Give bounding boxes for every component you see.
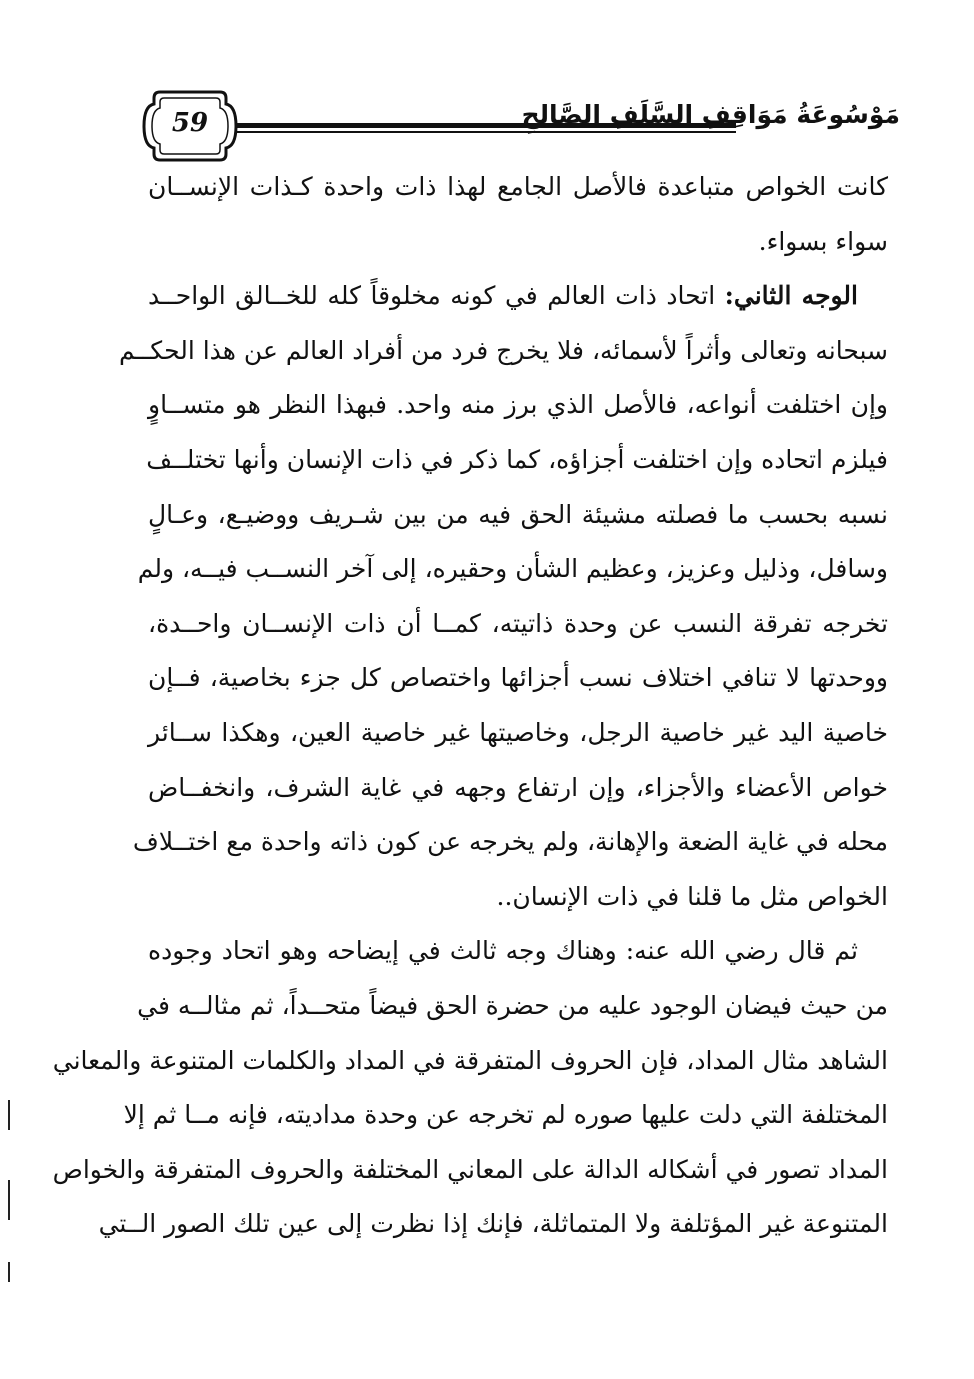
text-line: كانت الخواص متباعدة فالأصل الجامع لهذا ذات واحدة كـذات الإنســان — [148, 172, 888, 201]
page-number-badge — [140, 86, 240, 166]
text-line: فيلزم اتحاده وإن اختلفت أجزاؤه، كما ذكر في ذات الإنسان وأنها تختلــف — [146, 444, 888, 474]
body-text — [52, 160, 888, 1252]
section-heading: الوجه الثاني: — [724, 281, 858, 311]
page-header — [140, 86, 900, 166]
header-rule-thin — [236, 131, 736, 133]
text-line: الشاهد مثال المداد، فإن الحروف المتفرقة في المداد والكلمات المتنوعة والمعاني — [52, 1045, 888, 1075]
text-line: وسافل، وذليل وعزيز، وعظيم الشأن وحقيره، إلى آخر النســب فيــه، ولم — [137, 554, 888, 584]
scan-margin-mark — [8, 1180, 10, 1220]
text-line: تخرجه تفرقة النسب عن وحدة ذاتيته، كمــا أن ذات الإنســان واحــدة، — [148, 608, 888, 638]
scan-margin-mark — [8, 1100, 10, 1130]
text-line: ووحدتها لا تنافي اختلاف نسب أجزائها واختصاص كل جزء بخاصية، فــإن — [148, 663, 888, 693]
scan-margin-mark — [8, 1262, 10, 1282]
text-line: سواء بسواء. — [758, 226, 888, 256]
text-line: نسبه بحسب ما فصلته مشيئة الحق فيه من بين شـريف ووضيـع، وعـالٍ — [148, 499, 888, 529]
text-line: المداد تصور في أشكاله الدالة على المعاني المختلفة والحروف المتفرقة والخواص — [52, 1154, 888, 1184]
text-line: خاصية اليد غير خاصية الرجل، وخاصيتها غير خاصية العين، وهكذا ســائر — [148, 717, 888, 747]
text-line: المختلفة التي دلت عليها صوره لم تخرجه عن وحدة مداديته، فإنه مــا ثم إلا — [123, 1100, 888, 1130]
text-line — [148, 269, 888, 324]
text-line: وإن اختلفت أنواعه، فالأصل الذي برز منه واحد. فبهذا النظر هو متســاوٍ — [148, 390, 888, 420]
text-line: المتنوعة غير المؤتلفة ولا المتماثلة، فإنك إذا نظرت إلى عين تلك الصور الــتي — [98, 1209, 888, 1239]
text-line: ثم قال رضي الله عنه: وهناك وجه ثالث في إيضاحه وهو اتحاد وجوده — [148, 936, 858, 966]
text-line: خواص الأعضاء والأجزاء، وإن ارتفاع وجهه في غاية الشرف، وانخفــاض — [148, 772, 888, 802]
text-run: اتحاد ذات العالم في كونه مخلوقاً كله للخــالق الواحــد — [148, 281, 725, 311]
page-number: 59 — [171, 108, 209, 138]
text-line: الخواص مثل ما قلنا في ذات الإنسان.. — [496, 881, 888, 911]
text-line: من حيث فيضان الوجود عليه من حضرة الحق فيضاً متحــداً، ثم مثالــه في — [137, 990, 888, 1020]
text-line: محله في غاية الضعة والإهانة، ولم يخرجه عن كون ذاته واحدة مع اختــلاف — [132, 827, 888, 857]
text-line: سبحانه وتعالى وأثراً لأسمائه، فلا يخرج فرد من أفراد العالم عن هذا الحكــم — [118, 335, 888, 365]
series-title: مَوْسُوعَةُ مَوَاقِفِ السَّلَفِ الصَّالِحِ — [521, 100, 900, 129]
